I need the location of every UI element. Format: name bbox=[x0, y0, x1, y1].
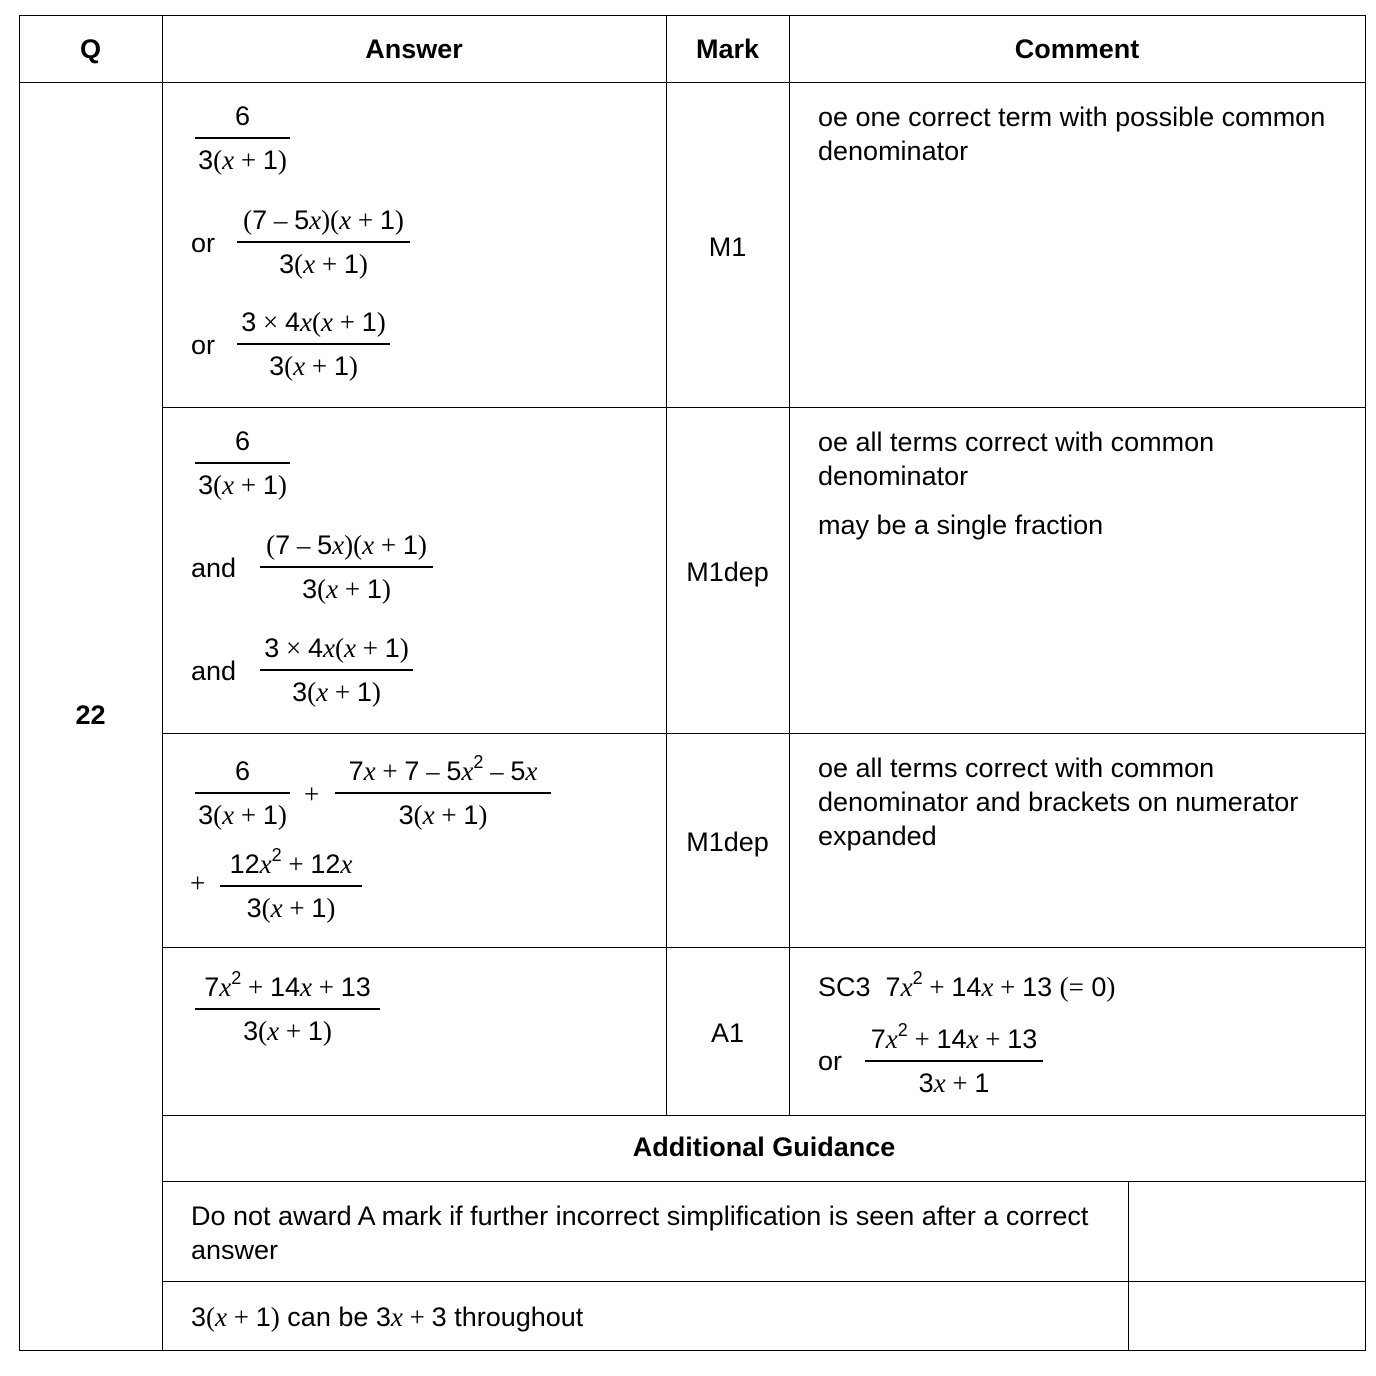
row4-mark: A1 bbox=[710, 1018, 745, 1048]
row2-comment-2: may be a single fraction bbox=[818, 510, 1104, 540]
header-answer: Answer bbox=[365, 34, 463, 64]
row2-mark: M1dep bbox=[686, 557, 769, 587]
row-2-bottom-border bbox=[162, 733, 1366, 734]
row1-or-1: or bbox=[191, 228, 216, 258]
row1-or-2: or bbox=[191, 330, 216, 360]
row2-comment: oe all terms correct with common denominator bbox=[818, 427, 1215, 491]
table-top-border bbox=[19, 15, 1366, 16]
additional-guidance-title: Additional Guidance bbox=[632, 1132, 896, 1162]
header-mark: Mark bbox=[695, 34, 760, 64]
guidance-inner-column-border bbox=[1128, 1181, 1129, 1351]
row-3-bottom-border bbox=[162, 947, 1366, 948]
row3-plus-2: + bbox=[190, 868, 206, 898]
question-number: 22 bbox=[75, 700, 106, 730]
guidance-note-1-bottom-border bbox=[162, 1281, 1366, 1282]
row4-comment-sc3: SC3 $7x^2 + 14x + 13$ (= 0) bbox=[818, 968, 1116, 1002]
row2-and-2: and bbox=[191, 656, 237, 686]
row-1-bottom-border bbox=[162, 407, 1366, 408]
row1-comment: oe one correct term with possible common denominator bbox=[818, 102, 1326, 166]
mark-column-border bbox=[789, 15, 790, 1116]
guidance-note-1: Do not award A mark if further incorrect simplification is seen after a correct answer bbox=[191, 1201, 1089, 1265]
header-bottom-border bbox=[19, 82, 1366, 83]
row-4-bottom-border bbox=[162, 1115, 1366, 1116]
table-left-border bbox=[19, 15, 20, 1351]
header-comment: Comment bbox=[1014, 34, 1140, 64]
row3-mark: M1dep bbox=[686, 827, 769, 857]
row3-plus-1: + bbox=[304, 779, 320, 809]
header-q: Q bbox=[79, 34, 101, 64]
guidance-note-2: 3(x + 1) can be 3x + 3 throughout bbox=[191, 1302, 584, 1332]
row1-mark: M1 bbox=[708, 232, 747, 262]
table-bottom-border bbox=[19, 1350, 1366, 1351]
row3-comment: oe all terms correct with common denominator and brackets on numerator expanded bbox=[818, 753, 1299, 851]
guidance-title-bottom-border bbox=[162, 1181, 1366, 1182]
row2-and-1: and bbox=[191, 553, 237, 583]
row4-comment-or: or bbox=[818, 1046, 843, 1076]
